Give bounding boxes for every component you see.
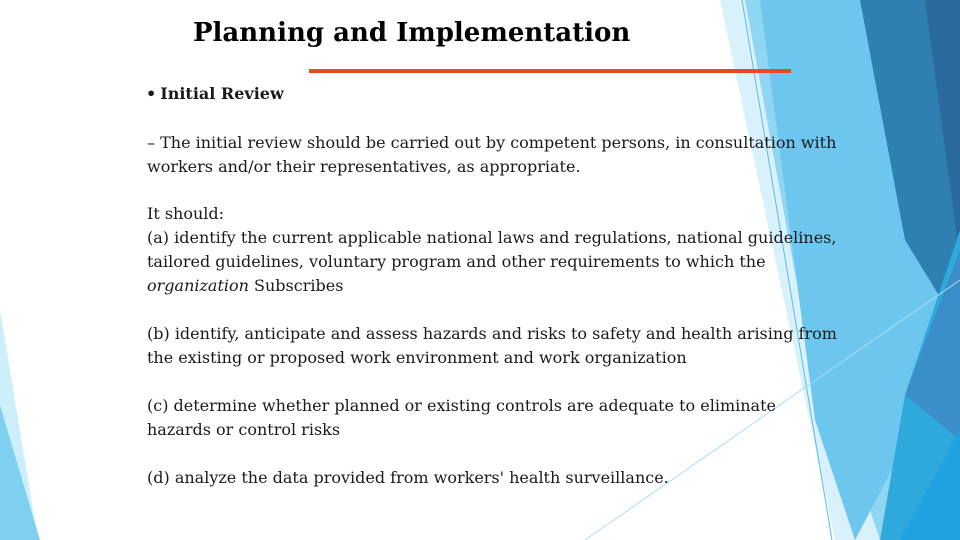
item-a-suffix: Subscribes xyxy=(254,276,344,295)
item-a-paragraph xyxy=(147,226,837,298)
item-d-paragraph: (d) analyze the data provided from workers' health surveillance. xyxy=(147,468,669,487)
item-a-block xyxy=(147,202,837,298)
it-should-line: It should: xyxy=(147,204,225,223)
left-triangle-mid xyxy=(0,405,40,540)
item-a-italic-word: organization xyxy=(147,276,249,295)
item-a-text: (a) identify the current applicable national laws and regulations, national guidelines, tailored guidelines, voluntary program and other requirements to which the xyxy=(147,228,837,271)
bullet-marker: • xyxy=(146,84,157,103)
title-underline xyxy=(309,69,791,73)
bullet-heading-text: Initial Review xyxy=(160,84,284,103)
bullet-heading xyxy=(146,84,284,103)
item-b-paragraph: (b) identify, anticipate and assess hazards and risks to safety and health arising from the existing or proposed work environment and work organization xyxy=(147,324,837,367)
slide-title: Planning and Implementation xyxy=(193,18,631,48)
intro-paragraph: – The initial review should be carried out by competent persons, in consultation with workers and/or their representatives, as appropriate. xyxy=(147,133,837,176)
item-c-paragraph: (c) determine whether planned or existing controls are adequate to eliminate hazards or control risks xyxy=(147,396,776,439)
